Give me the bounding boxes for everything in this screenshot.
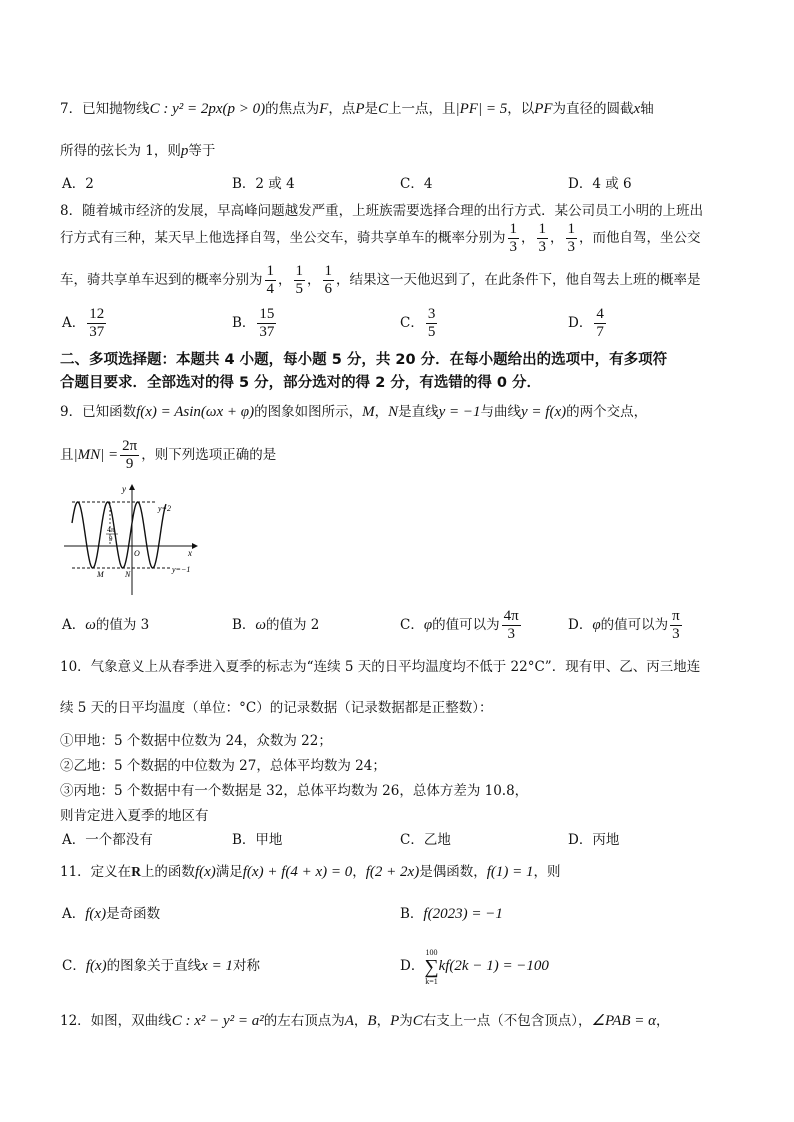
q10-line-end: 则肯定进入夏季的地区有 [60,808,209,824]
q11-option-d: D． 100 ∑ k=1 kf(2k − 1) = −100 [400,947,549,986]
q8-option-d: D． $\frac{4}{7}$ [568,306,604,340]
q8-line3: 车，骑共享单车迟到的概率分别为 $\frac{1}{4}$ ， $\frac{1}{5}$ ， $\frac{1}{6}$ ，结果这一天他迟到了，在此条件下，他自驾去上班的概率是 [60,263,701,297]
q8-line1: 8．随着城市经济的发展，早高峰问题越发严重，上班族需要选择合理的出行方式．某公司员工小明的上班出 [60,203,704,219]
q9-option-b: B．ω的值为 2 [232,617,320,633]
q10-item3: ③丙地：5 个数据中有一个数据是 32，总体平均数为 26，总体方差为 10.8， [60,783,529,799]
x-axis-label: x [188,548,192,558]
q11-option-c: C．f(x)的图象关于直线x = 1对称 [62,958,260,974]
q7-option-c: C．4 [400,176,433,192]
q8-line2: 行方式有三种，某天早上他选择自驾，坐公交车，骑共享单车的概率分别为 $\frac{1}{3}$ ， $\frac{1}{3}$ ， $\frac{1}{3}$ ，而他自驾，坐公交 [60,221,701,255]
q7-line2: 所得的弦长为 1，则p等于 [60,143,216,159]
q8-option-c: C． $\frac{3}{5}$ [400,306,436,340]
q7-option-a: A．2 [62,176,94,192]
m-point-label: M [97,570,104,579]
q11-option-a: A．f(x)是奇函数 [62,906,161,922]
q10-option-a: A．一个都没有 [62,832,153,848]
q10-item1: ①甲地：5 个数据中位数为 24，众数为 22； [60,733,332,749]
q9-option-c: C．φ的值可以为 $\frac{4\pi}{3}$ [400,608,519,642]
q10-line1: 10．气象意义上从春季进入夏季的标志为“连续 5 天的日平均温度均不低于 22°C”．现有甲、乙、丙三地连 [60,659,701,675]
y2-label: y=2 [158,504,171,513]
q7-option-b: B．2 或 4 [232,176,295,192]
q10-item2: ②乙地：5 个数据的中位数为 27，总体平均数为 24； [60,758,386,774]
q9-sine-graph [64,480,204,600]
ym1-label: y=−1 [172,565,191,574]
q10-option-b: B．甲地 [232,832,283,848]
q11-option-b: B．f(2023) = −1 [400,906,503,922]
q10-option-d: D．丙地 [568,832,620,848]
q10-line2: 续 5 天的日平均温度（单位：°C）的记录数据（记录数据都是正整数）： [60,700,493,716]
q8-option-a: A． $\frac{12}{37}$ [62,306,105,340]
q11-line1: 11．定义在R上的函数f(x)满足f(x) + f(4 + x) = 0，f(2 + 2x)是偶函数，f(1) = 1，则 [60,864,561,880]
n-point-label: N [125,570,131,579]
q12-line1: 12．如图，双曲线C : x² − y² = a²的左右顶点为A，B，P为C右支上一点（不包含顶点），∠PAB = α， [60,1013,670,1029]
q9-option-a: A．ω的值为 3 [62,617,150,633]
summation: 100 ∑ k=1 [424,947,439,986]
q9-option-d: D．φ的值可以为 $\frac{\pi}{3}$ [568,608,680,642]
section2-heading-line1: 二、多项选择题：本题共 4 小题，每小题 5 分，共 20 分．在每小题给出的选项中，有多项符 [60,352,668,368]
frac-denominator-label: 9 [109,535,113,543]
y-axis-label: y [122,484,126,494]
q7-option-d: D．4 或 6 [568,176,632,192]
q9-line1: 9．已知函数f(x) = Asin(ωx + φ)的图象如图所示，M，N是直线y = −1与曲线y = f(x)的两个交点， [60,404,648,420]
section2-heading-line2: 合题目要求．全部选对的得 5 分，部分选对的得 2 分，有选错的得 0 分． [60,375,542,391]
q8-option-b: B． $\frac{15}{37}$ [232,306,275,340]
x-axis-arrow-icon [192,543,198,549]
q10-option-c: C．乙地 [400,832,451,848]
q7-line1: 7．已知抛物线C : y² = 2px(p > 0)的焦点为F，点P是C上一点，且|PF| = 5，以PF为直径的圆截x轴 [60,101,654,117]
y-axis-arrow-icon [129,484,135,490]
sine-curve [72,502,166,568]
frac-numerator-label: 4π [107,526,115,534]
q9-line2: 且|MN| = $\frac{2\pi}{9}$ ，则下列选项正确的是 [60,438,277,472]
origin-label: O [134,549,140,558]
